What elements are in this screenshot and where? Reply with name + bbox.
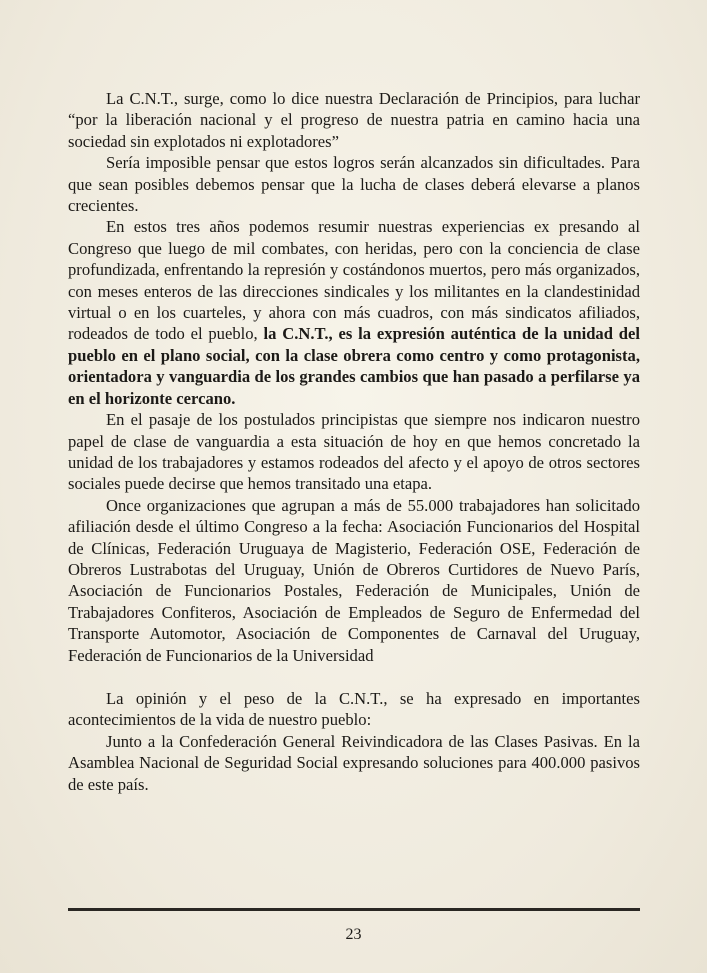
body-text [68, 88, 640, 795]
paragraph-3 [68, 216, 640, 409]
footer-rule [68, 908, 640, 911]
paragraph-3-bold: la C.N.T., es la expresión auténtica de la unidad del pueblo en el plano social, con la clase obrera como centro y como protagonista, orientadora y vanguardia de los grandes cambios que han pasado a perfilarse ya en el horizonte cercano. [68, 324, 640, 408]
paragraph-1: La C.N.T., surge, como lo dice nuestra Declaración de Principios, para luchar “por la liberación nacional y el progreso de nuestra patria en camino hacia una sociedad sin explotados ni explotadores” [68, 89, 640, 151]
paragraph-3-text: En estos tres años podemos resumir nuestras experiencias ex presando al Congreso que luego de mil combates, con heridas, pero con la conciencia de clase profundizada, enfrentando la represión y costándonos muertos, pero más organizados, con meses enteros de las direcciones sindicales y los militantes en la clandestinidad virtual o en los cuarteles, y ahora con más cuadros, con más sindicatos afiliados, rodeados de todo el pueblo, [68, 217, 640, 344]
page-number: 23 [345, 926, 362, 943]
paragraph-6: La opinión y el peso de la C.N.T., se ha expresado en importantes acontecimientos de la vida de nuestro pueblo: [68, 688, 640, 730]
paragraph-4: En el pasaje de los postulados principistas que siempre nos indicaron nuestro papel de clase de vanguardia a esta situación de hoy en que hemos concretado la unidad de los trabajadores y estamos rodeados del afecto y el apoyo de otros sectores sociales puede decirse que hemos transitado una etapa. [68, 410, 640, 494]
paragraph-5: Once organizaciones que agrupan a más de 55.000 trabajadores han solicitado afiliación desde el último Congreso a la fecha: Asociación Funcionarios del Hospital de Clínicas, Federación Uruguaya de Magisterio, Federación OSE, Federación de Obreros Lustrabotas del Uruguay, Unión de Obreros Curtidores de Nuevo París, Asociación de Funcionarios Postales, Federación de Municipales, Unión de Trabajadores Confiteros, Asociación de Empleados de Seguro de Enfermedad del Transporte Automotor, Asociación de Componentes de Carnaval del Uruguay, Federación de Funcionarios de la Universidad [68, 495, 640, 665]
paragraph-2: Sería imposible pensar que estos logros serán alcanzados sin dificultades. Para que sean posibles debemos pensar que la lucha de clases deberá elevarse a planos crecientes. [68, 153, 640, 216]
paragraph-7: Junto a la Confederación General Reivindicadora de las Clases Pasivas. En la Asamblea Nacional de Seguridad Social expresando soluciones para 400.000 pasivos de este país. [68, 731, 640, 794]
